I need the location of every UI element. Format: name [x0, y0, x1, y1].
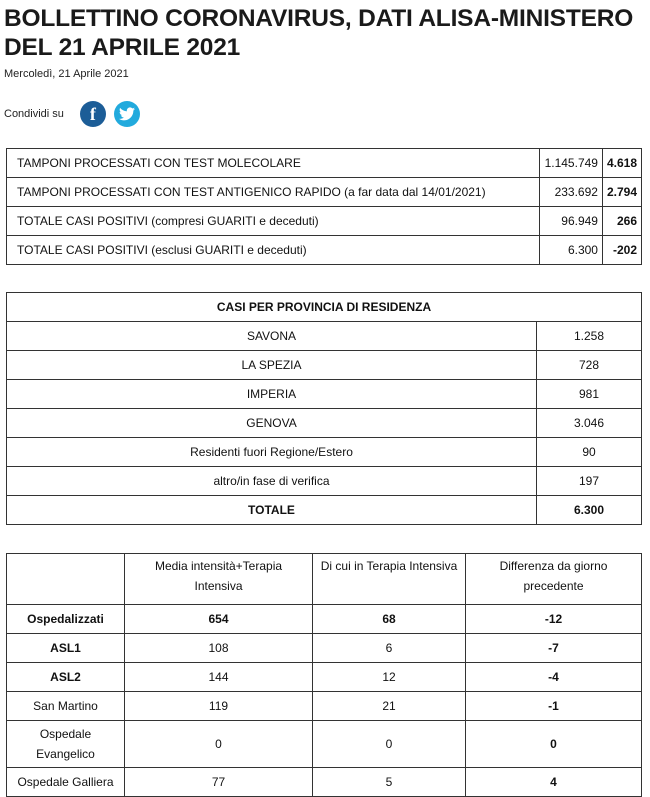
hospital-media-intensita: 77 [125, 768, 313, 797]
table-row [7, 149, 642, 178]
hospital-media-intensita: 654 [125, 605, 313, 634]
hospital-terapia-intensiva: 21 [313, 692, 466, 721]
summary-delta: 266 [602, 207, 641, 236]
hospital-differenza: 4 [466, 768, 642, 797]
hospital-media-intensita: 144 [125, 663, 313, 692]
twitter-icon[interactable] [114, 101, 140, 127]
summary-label: TAMPONI PROCESSATI CON TEST ANTIGENICO RAPIDO (a far data dal 14/01/2021) [7, 178, 540, 207]
province-value: 981 [537, 380, 642, 409]
province-table-header: CASI PER PROVINCIA DI RESIDENZA [7, 293, 642, 322]
province-name: LA SPEZIA [7, 351, 537, 380]
hospital-differenza: -4 [466, 663, 642, 692]
hospital-terapia-intensiva: 12 [313, 663, 466, 692]
facebook-icon[interactable]: f [80, 101, 106, 127]
table-header-row [7, 293, 642, 322]
summary-value: 1.145.749 [539, 149, 602, 178]
hospital-differenza: -7 [466, 634, 642, 663]
province-value: 197 [537, 467, 642, 496]
page-title: BOLLETTINO CORONAVIRUS, DATI ALISA-MINISTERO DEL 21 APRILE 2021 [4, 5, 634, 61]
table-row [7, 236, 642, 265]
province-name: IMPERIA [7, 380, 537, 409]
hospital-name: ASL2 [7, 663, 125, 692]
hospital-terapia-intensiva: 0 [313, 721, 466, 768]
share-label: Condividi su [4, 108, 64, 120]
table-row [7, 207, 642, 236]
province-total-label: TOTALE [7, 496, 537, 525]
table-row [7, 380, 642, 409]
province-name: altro/in fase di verifica [7, 467, 537, 496]
share-bar [4, 100, 148, 128]
table-row [7, 438, 642, 467]
table-row [7, 409, 642, 438]
hospital-media-intensita: 108 [125, 634, 313, 663]
table-total-row [7, 496, 642, 525]
table-row [7, 768, 642, 797]
summary-value: 6.300 [539, 236, 602, 265]
hospital-table [6, 553, 642, 797]
summary-label: TOTALE CASI POSITIVI (esclusi GUARITI e deceduti) [7, 236, 540, 265]
hospital-name: Ospedale Galliera [7, 768, 125, 797]
publish-date: Mercoledì, 21 Aprile 2021 [4, 68, 129, 80]
hospital-terapia-intensiva: 6 [313, 634, 466, 663]
province-value: 728 [537, 351, 642, 380]
hospital-terapia-intensiva: 5 [313, 768, 466, 797]
hospital-media-intensita: 119 [125, 692, 313, 721]
summary-value: 96.949 [539, 207, 602, 236]
hospital-name: ASL1 [7, 634, 125, 663]
summary-label: TAMPONI PROCESSATI CON TEST MOLECOLARE [7, 149, 540, 178]
column-header-empty [7, 554, 125, 605]
table-row [7, 178, 642, 207]
column-header-media-intensita: Media intensità+Terapia Intensiva [125, 554, 313, 605]
hospital-terapia-intensiva: 68 [313, 605, 466, 634]
table-row [7, 663, 642, 692]
table-row [7, 692, 642, 721]
hospital-differenza: -12 [466, 605, 642, 634]
hospital-name: San Martino [7, 692, 125, 721]
province-total-value: 6.300 [537, 496, 642, 525]
province-value: 90 [537, 438, 642, 467]
hospital-differenza: -1 [466, 692, 642, 721]
table-row [7, 322, 642, 351]
table-row [7, 467, 642, 496]
province-value: 1.258 [537, 322, 642, 351]
table-row [7, 351, 642, 380]
province-name: Residenti fuori Regione/Estero [7, 438, 537, 467]
hospital-name: Ospedalizzati [7, 605, 125, 634]
province-table [6, 292, 642, 525]
column-header-terapia-intensiva: Di cui in Terapia Intensiva [313, 554, 466, 605]
summary-delta: -202 [602, 236, 641, 265]
province-name: SAVONA [7, 322, 537, 351]
table-header-row [7, 554, 642, 605]
table-row [7, 605, 642, 634]
province-value: 3.046 [537, 409, 642, 438]
table-row [7, 634, 642, 663]
province-name: GENOVA [7, 409, 537, 438]
summary-delta: 4.618 [602, 149, 641, 178]
summary-label: TOTALE CASI POSITIVI (compresi GUARITI e deceduti) [7, 207, 540, 236]
summary-table [6, 148, 642, 265]
table-row [7, 721, 642, 768]
hospital-media-intensita: 0 [125, 721, 313, 768]
hospital-name: Ospedale Evangelico [7, 721, 125, 768]
summary-value: 233.692 [539, 178, 602, 207]
summary-delta: 2.794 [602, 178, 641, 207]
column-header-differenza: Differenza da giorno precedente [466, 554, 642, 605]
hospital-differenza: 0 [466, 721, 642, 768]
twitter-bird-icon [119, 107, 135, 121]
